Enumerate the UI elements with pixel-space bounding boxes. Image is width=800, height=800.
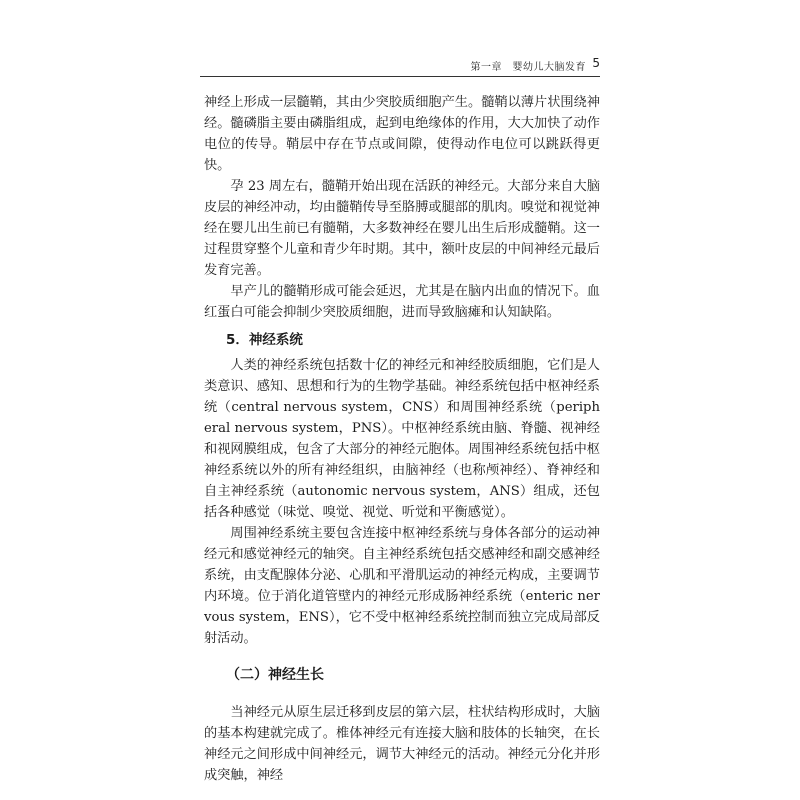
paragraph-myelin-structure: 神经上形成一层髓鞘，其由少突胶质细胞产生。髓鞘以薄片状围绕神经。髓磷脂主要由磷脂组成，起到电绝缘体的作用，大大加快了动作电位的传导。鞘层中存在节点或间隙，使得动作电位可以跳跃得更快。 (204, 95, 600, 173)
chapter-title: 第一章 婴幼儿大脑发育 (470, 62, 586, 73)
paragraph-neural-growth: 当神经元从原生层迁移到皮层的第六层，柱状结构形成时，大脑的基本构建就完成了。椎体神经元有连接大脑和肢体的长轴突，在长神经元之间形成中间神经元，调节大神经元的活动。神经元分化并形成突触，神经 (204, 705, 600, 783)
header-divider (200, 76, 600, 77)
running-header (200, 58, 600, 74)
heading-nervous-system: 5．神经系统 (226, 332, 303, 348)
paragraph-myelin-timing: 孕 23 周左右，髓鞘开始出现在活跃的神经元。大部分来自大脑皮层的神经冲动，均由髓鞘传导至胳膊或腿部的肌肉。嗅觉和视觉神经在婴儿出生前已有髓鞘，大多数神经在婴儿出生后形成髓鞘。这一过程贯穿整个儿童和青少年时期。其中，额叶皮层的中间神经元最后发育完善。 (204, 179, 600, 278)
paragraph-nervous-system-overview: 人类的神经系统包括数十亿的神经元和神经胶质细胞，它们是人类意识、感知、思想和行为的生物学基础。神经系统包括中枢神经系统（central nervous system，CNS）和周围神经系统（peripheral nervous system，PNS）。中枢神经系统由脑、脊髓、视神经和视网膜组成，包含了大部分的神经元胞体。周围神经系统包括中枢神经系统以外的所有神经组织，由脑神经（也称颅神经）、脊神经和自主神经系统（autonomic nervous system，ANS）组成，还包括各种感觉（味觉、嗅觉、视觉、听觉和平衡感觉）。 (204, 358, 600, 520)
heading-neural-growth: （二）神经生长 (226, 667, 324, 683)
paragraph-preterm-myelin: 早产儿的髓鞘形成可能会延迟，尤其是在脑内出血的情况下。血红蛋白可能会抑制少突胶质细胞，进而导致脑瘫和认知缺陷。 (204, 284, 600, 320)
page-number: 5 (592, 56, 600, 70)
paragraph-peripheral-system: 周围神经系统主要包含连接中枢神经系统与身体各部分的运动神经元和感觉神经元的轴突。自主神经系统包括交感神经和副交感神经系统，由支配腺体分泌、心肌和平滑肌运动的神经元构成，主要调节内环境。位于消化道管壁内的神经元形成肠神经系统（enteric nervous system，ENS），它不受中枢神经系统控制而独立完成局部反射活动。 (204, 526, 600, 646)
page-body (204, 92, 600, 786)
